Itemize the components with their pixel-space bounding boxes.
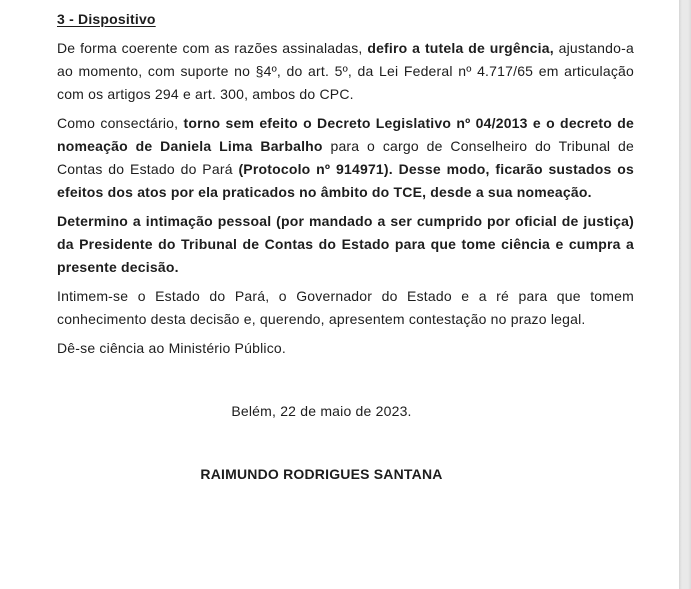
section-heading: 3 - Dispositivo <box>57 11 156 27</box>
text-segment-bold: Determino a intimação pessoal (por mandado a ser cumprido por oficial de justiça) da Presidente do Tribunal de Contas do Estado para que tome ciência e cumpra a presente decisão. <box>57 213 634 275</box>
text-segment: Como consectário, <box>57 115 184 131</box>
place-date-line: Belém, 22 de maio de 2023. <box>231 403 412 419</box>
paragraph-tutela-de-urgencia <box>57 37 634 106</box>
text-segment-bold: defiro a tutela de urgência, <box>367 40 554 56</box>
paragraph-intimem-se <box>57 285 634 331</box>
document-content <box>57 0 634 486</box>
text-segment-bold: torno sem efeito o Decreto Legislativo nº 04/2013 e o decreto de nomeação de Daniela Lima Barbalho <box>57 115 634 154</box>
text-segment: Intimem-se o Estado do Pará, o Governador do Estado e a ré para que tomem conhecimento desta decisão e, querendo, apresentem contestação no prazo legal. <box>57 288 634 327</box>
scrollbar-track[interactable] <box>679 0 691 589</box>
text-segment-bold: (Protocolo nº 914971). Desse modo, ficarão sustados os efeitos dos atos por ela praticados no âmbito do TCE, desde a sua nomeação. <box>57 161 634 200</box>
text-segment: Dê-se ciência ao Ministério Público. <box>57 340 286 356</box>
text-segment: para o cargo de Conselheiro do Tribunal de Contas do Estado do Pará <box>57 138 634 177</box>
paragraph-decreto-sem-efeito <box>57 112 634 204</box>
text-segment: ajustando-a ao momento, com suporte no §4º, do art. 5º, da Lei Federal nº 4.717/65 em articulação com os artigos 294 e art. 300, ambos do CPC. <box>57 40 634 102</box>
paragraph-intimacao-pessoal <box>57 210 634 279</box>
paragraph-ciencia-ministerio-publico <box>57 337 634 360</box>
text-segment: De forma coerente com as razões assinaladas, <box>57 40 368 56</box>
signature-name: RAIMUNDO RODRIGUES SANTANA <box>200 466 443 482</box>
